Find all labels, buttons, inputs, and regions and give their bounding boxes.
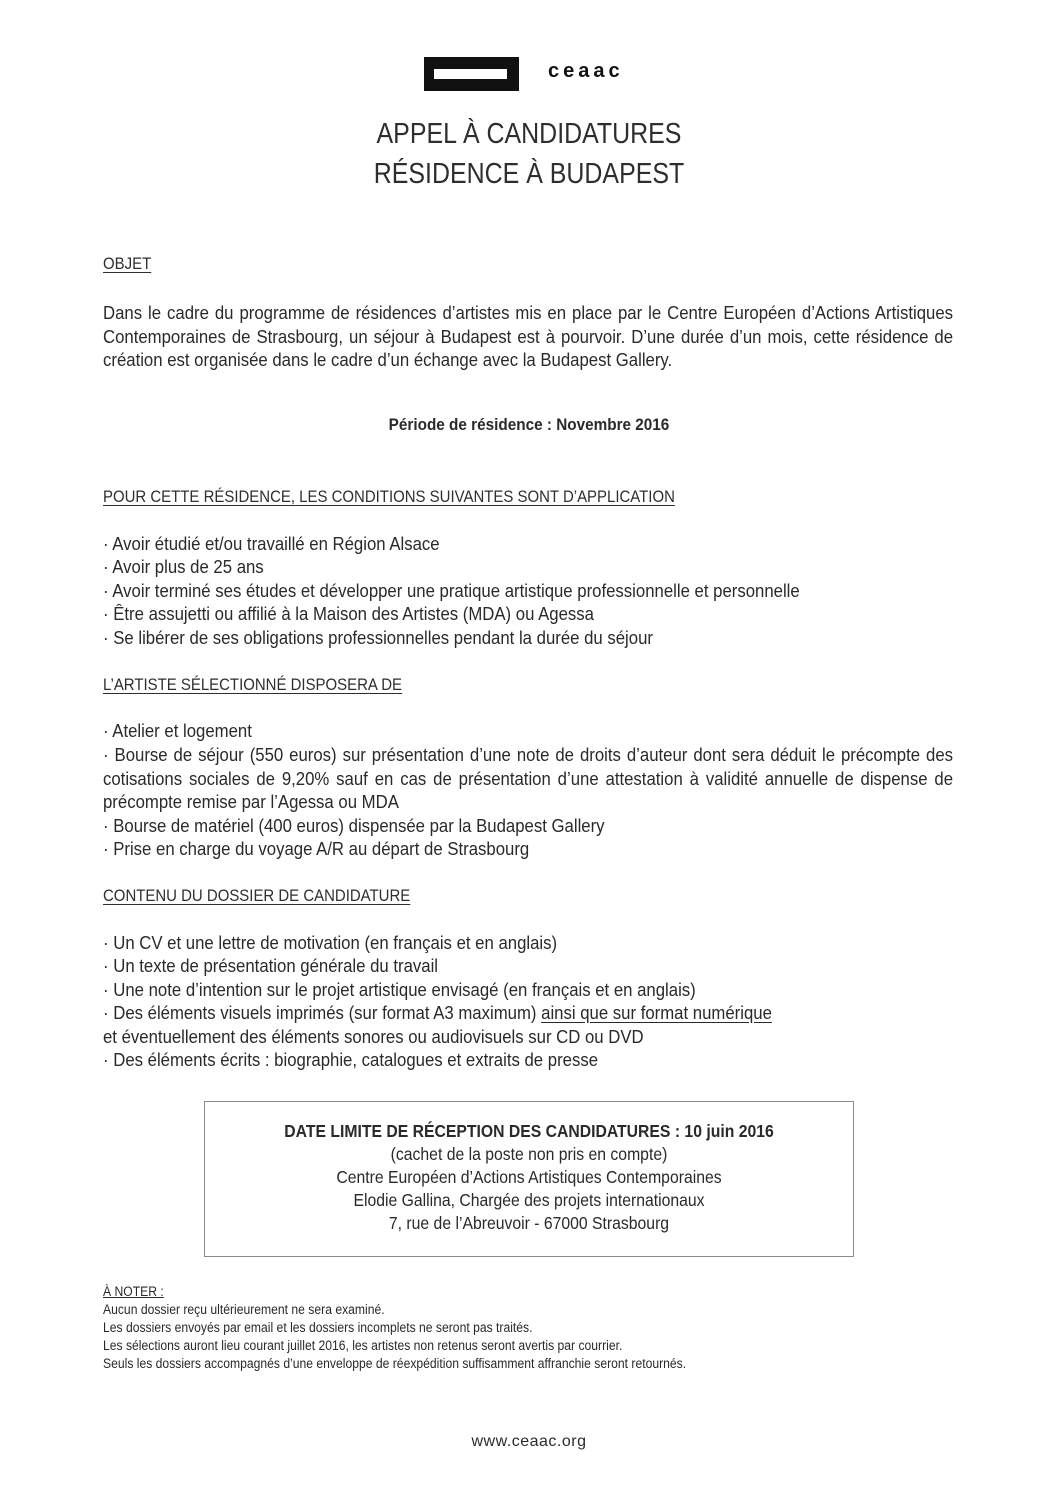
benefit-item: · Prise en charge du voyage A/R au départ de Strasbourg	[103, 839, 530, 859]
condition-item: · Avoir plus de 25 ans	[103, 557, 264, 577]
deadline-box	[204, 1101, 854, 1257]
page-title-line2: RÉSIDENCE À BUDAPEST	[373, 158, 685, 190]
section-heading-objet: OBJET	[103, 254, 152, 273]
condition-item: · Se libérer de ses obligations professionnelles pendant la durée du séjour	[103, 628, 653, 648]
deadline-note: (cachet de la poste non pris en compte)	[390, 1144, 668, 1164]
deadline-organization: Centre Européen d’Actions Artistiques Contemporaines	[336, 1167, 722, 1187]
condition-item: · Avoir terminé ses études et développer une pratique artistique professionnelle et personnelle	[103, 581, 800, 601]
section-heading-dossier: CONTENU DU DOSSIER DE CANDIDATURE	[103, 886, 411, 905]
note-item: Les dossiers envoyés par email et les dossiers incomplets ne seront pas traités.	[103, 1320, 533, 1335]
deadline-contact: Elodie Gallina, Chargée des projets internationaux	[353, 1190, 705, 1210]
underlined-phrase: ainsi que sur format numérique	[541, 1003, 772, 1023]
deadline-address: 7, rue de l’Abreuvoir - 67000 Strasbourg	[388, 1213, 670, 1233]
condition-item: · Être assujetti ou affilié à la Maison des Artistes (MDA) ou Agessa	[103, 604, 594, 624]
notes-section	[103, 1283, 686, 1373]
dossier-item: · Une note d’intention sur le projet artistique envisagé (en français et en anglais)	[103, 980, 696, 1000]
condition-item: · Avoir étudié et/ou travaillé en Région Alsace	[103, 534, 440, 554]
residence-period: Période de résidence : Novembre 2016	[388, 415, 670, 434]
page-title-line1: APPEL À CANDIDATURES	[376, 118, 682, 150]
notes-heading: À NOTER :	[103, 1284, 164, 1299]
dossier-item: · Un texte de présentation générale du travail	[103, 956, 439, 976]
note-item: Aucun dossier reçu ultérieurement ne sera examiné.	[103, 1302, 385, 1317]
note-item: Les sélections auront lieu courant juillet 2016, les artistes non retenus seront avertis par courrier.	[103, 1338, 623, 1353]
logo-mark	[424, 57, 519, 91]
benefit-item: · Atelier et logement	[103, 721, 252, 741]
dossier-item-visual: · Des éléments visuels imprimés (sur format A3 maximum) ainsi que sur format numérique	[103, 1003, 772, 1023]
note-item: Seuls les dossiers accompagnés d’une enveloppe de réexpédition suffisamment affranchie seront retournés.	[103, 1356, 687, 1371]
section-heading-conditions: POUR CETTE RÉSIDENCE, LES CONDITIONS SUIVANTES SONT D’APPLICATION	[103, 487, 675, 506]
logo-text: ceaac	[548, 60, 624, 82]
dossier-item-continuation: et éventuellement des éléments sonores ou audiovisuels sur CD ou DVD	[103, 1027, 644, 1047]
section-heading-benefits: L’ARTISTE SÉLECTIONNÉ DISPOSERA DE	[103, 675, 403, 694]
dossier-item: · Des éléments écrits : biographie, catalogues et extraits de presse	[103, 1050, 599, 1070]
objet-paragraph: Dans le cadre du programme de résidences d’artistes mis en place par le Centre Européen d’Actions Artistiques Contemporaines de Strasbourg, un séjour à Budapest est à pourvoir. D’une durée d’un mois, cette résidence de création est organisée dans le cadre d’un échange avec la Budapest Gallery.	[103, 303, 954, 370]
deadline-title: DATE LIMITE DE RÉCEPTION DES CANDIDATURES : 10 juin 2016	[284, 1121, 774, 1141]
benefit-item: · Bourse de matériel (400 euros) dispensée par la Budapest Gallery	[103, 816, 605, 836]
footer-url[interactable]: www.ceaac.org	[471, 1433, 587, 1450]
dossier-item: · Un CV et une lettre de motivation (en français et en anglais)	[103, 933, 558, 953]
benefit-item: · Bourse de séjour (550 euros) sur présentation d’une note de droits d’auteur dont sera déduit le précompte des cotisations sociales de 9,20% sauf en cas de présentation d’une attestation à validité annuelle de dispense de précompte remise par l’Agessa ou MDA	[103, 745, 954, 812]
